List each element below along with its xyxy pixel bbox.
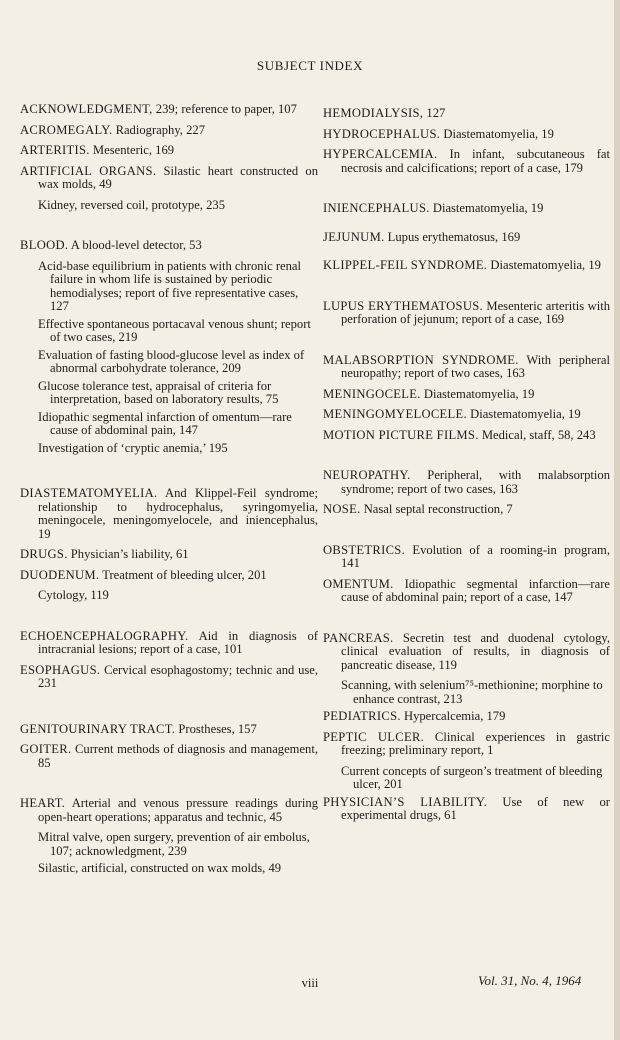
index-subentry: Current concepts of surgeon’s treatment of bleeding ulcer, 201 [341, 763, 603, 791]
index-entry [323, 107, 610, 121]
index-main-line [323, 259, 610, 273]
index-main-line [20, 487, 318, 541]
index-main-line [20, 664, 318, 691]
index-main-line [323, 300, 610, 327]
index-reference: Peripheral, with malabsorption syndrome; report of two cases, 163 [341, 468, 610, 496]
index-heading: GENITOURINARY TRACT. [20, 721, 176, 736]
index-main-line [323, 632, 610, 673]
index-subentry: Scanning, with selenium⁷⁵-methionine; morphine to enhance contrast, 213 [341, 678, 603, 706]
index-subentry: Idiopathic segmental infarction of omentum—rare cause of abdominal pain, 147 [38, 409, 292, 437]
index-heading: JEJUNUM. [323, 229, 385, 244]
index-heading: ECHOENCEPHALOGRAPHY. [20, 628, 189, 643]
index-reference: Use of new or experimental drugs, 61 [341, 794, 610, 822]
index-entry [323, 710, 610, 724]
index-reference: A blood-level detector, 53 [68, 238, 202, 252]
index-heading: OBSTETRICS. [323, 542, 406, 557]
index-heading: GOITER. [20, 742, 72, 756]
index-heading: PEPTIC ULCER. [323, 729, 425, 744]
index-main-line [323, 408, 610, 422]
index-entry [323, 128, 610, 142]
index-reference: Diastematomyelia, 19 [466, 407, 581, 421]
index-reference: Evolution of a rooming-in program, 141 [341, 542, 610, 570]
index-heading: PEDIATRICS. [323, 709, 401, 723]
index-heading: HEART. [20, 796, 66, 810]
index-reference: Secretin test and duodenal cytology, clinical evaluation of results, in diagnosis of pancreatic disease, 119 [341, 630, 610, 672]
index-subentry: Evaluation of fasting blood-glucose level as index of abnormal carbohydrate tolerance, 209 [38, 347, 305, 375]
index-main-line [20, 144, 318, 158]
index-entry [20, 239, 318, 455]
index-main-line [323, 578, 610, 605]
index-reference: 239; reference to paper, 107 [152, 102, 297, 116]
index-heading: MENINGOMYELOCELE. [323, 407, 467, 421]
index-main-line [323, 231, 610, 245]
index-main-line [323, 148, 610, 175]
index-reference: 127 [423, 106, 446, 120]
index-subentry: Silastic, artificial, constructed on wax molds, 49 [38, 861, 282, 875]
index-main-line [20, 165, 318, 192]
index-heading: PHYSICIAN’S LIABILITY. [323, 794, 488, 809]
index-entry [20, 664, 318, 691]
index-entry [20, 630, 318, 657]
index-entry [323, 148, 610, 175]
index-heading: ARTERITIS. [20, 143, 90, 157]
index-reference: Aid in diagnosis of intracranial lesions; report of a case, 101 [38, 628, 318, 656]
index-main-line [323, 107, 610, 121]
index-heading: LUPUS ERYTHEMATOSUS. [323, 298, 483, 313]
index-entry [323, 578, 610, 605]
index-reference: Diastematomyelia, 19 [420, 386, 535, 401]
index-entry [20, 743, 318, 770]
index-main-line [20, 239, 318, 253]
index-main-line [323, 354, 610, 381]
index-entry [323, 429, 610, 443]
index-reference: Hypercalcemia, 179 [400, 709, 506, 723]
index-main-line [20, 797, 318, 824]
index-entry [323, 202, 610, 216]
index-entry [20, 797, 318, 876]
index-subentry: Investigation of ‘cryptic anemia,’ 195 [38, 440, 228, 455]
index-heading: INIENCEPHALUS. [323, 201, 430, 215]
index-reference: Clinical experiences in gastric freezing; preliminary report, 1 [341, 729, 611, 757]
index-entry [323, 796, 610, 823]
index-main-line [20, 630, 318, 657]
index-heading: NEUROPATHY. [323, 468, 411, 482]
index-main-line [323, 388, 610, 402]
index-entry [323, 300, 610, 327]
index-reference: Silastic heart constructed on wax molds, 49 [38, 163, 318, 191]
index-reference: Treatment of bleeding ulcer, 201 [99, 567, 267, 582]
index-reference: Physician’s liability, 61 [67, 547, 189, 561]
index-main-line [323, 503, 610, 517]
index-heading: ACROMEGALY. [20, 122, 113, 137]
index-entry [323, 503, 610, 517]
index-heading: MOTION PICTURE FILMS. [323, 427, 479, 442]
index-entry [323, 388, 610, 402]
index-heading: HYDROCEPHALUS. [323, 126, 441, 141]
index-reference: Arterial and venous pressure readings during open-heart operations; apparatus and technic, 45 [38, 796, 318, 824]
index-subentry: Acid-base equilibrium in patients with chronic renal failure in whom life is sustained by periodic hemodialyses; report of five representative cases, 127 [38, 258, 301, 313]
index-entry [323, 408, 610, 422]
index-heading: OMENTUM. [323, 576, 394, 591]
index-entry [20, 487, 318, 541]
index-reference: Prostheses, 157 [175, 721, 257, 736]
index-reference: Diastematomyelia, 19 [487, 258, 601, 272]
index-entry [323, 731, 610, 792]
index-reference: Cervical esophagostomy; technic and use, 231 [38, 662, 318, 690]
index-reference: Mesenteric arteritis with perforation of jejunum; report of a case, 169 [341, 298, 611, 326]
index-main-line [20, 548, 318, 562]
index-column-left [20, 103, 318, 880]
index-entry [20, 144, 318, 158]
index-entry [323, 544, 610, 571]
index-heading: BLOOD. [20, 238, 69, 252]
index-heading: ARTIFICIAL ORGANS. [20, 163, 157, 178]
index-heading: NOSE. [323, 502, 361, 516]
index-reference: Current methods of diagnosis and management, 85 [38, 742, 318, 770]
index-reference: Medical, staff, 58, 243 [478, 427, 596, 442]
index-entry [20, 548, 318, 562]
index-main-line [323, 202, 610, 216]
index-main-line [20, 103, 318, 117]
index-heading: HEMODIALYSIS, [323, 106, 424, 120]
index-subentry: Glucose tolerance test, appraisal of criteria for interpretation, based on laboratory results, 75 [38, 378, 279, 406]
index-heading: HYPERCALCEMIA. [323, 147, 438, 161]
index-reference: Nasal septal reconstruction, 7 [360, 502, 513, 516]
index-entry [323, 259, 610, 273]
index-entry [323, 354, 610, 381]
index-heading: DUODENUM. [20, 567, 100, 582]
index-heading: PANCREAS. [323, 630, 394, 645]
index-reference: Radiography, 227 [112, 122, 205, 137]
index-reference: In infant, subcutaneous fat necrosis and calcifications; report of a case, 179 [341, 147, 610, 175]
index-heading: KLIPPEL-FEIL SYNDROME. [323, 258, 488, 272]
index-reference: With peripheral neuropathy; report of two cases, 163 [341, 352, 610, 380]
index-main-line [20, 569, 318, 583]
index-reference: And Klippel-Feil syndrome; relationship to hydrocephalus, syringomyelia, meningocele, meningomyelocele, and iniencephalus, 19 [38, 486, 318, 541]
index-entry [20, 103, 318, 117]
index-heading: MALABSORPTION SYNDROME. [323, 352, 519, 367]
index-main-line [323, 128, 610, 142]
index-entry [323, 469, 610, 496]
index-reference: Diastematomyelia, 19 [429, 201, 544, 215]
index-entry [20, 165, 318, 213]
index-subentry: Mitral valve, open surgery, prevention of air embolus, 107; acknowledgment, 239 [38, 830, 310, 858]
index-main-line [323, 731, 610, 758]
index-entry [20, 569, 318, 603]
page-title: SUBJECT INDEX [256, 58, 364, 73]
index-main-line [20, 124, 318, 138]
index-heading: ACKNOWLEDGMENT, [20, 102, 153, 116]
index-entry [20, 124, 318, 138]
index-main-line [20, 723, 318, 737]
index-subentry: Cytology, 119 [38, 588, 109, 602]
index-heading: MENINGOCELE. [323, 386, 421, 401]
page-number: viii [301, 976, 319, 990]
index-entry [323, 231, 610, 245]
index-reference: Mesenteric, 169 [89, 143, 175, 157]
index-main-line [323, 796, 610, 823]
index-main-line [323, 469, 610, 496]
index-subentry: Kidney, reversed coil, prototype, 235 [38, 197, 225, 212]
index-entry [20, 723, 318, 737]
index-entry [323, 632, 610, 707]
volume-citation: Vol. 31, No. 4, 1964 [478, 973, 582, 988]
index-subentry: Effective spontaneous portacaval venous shunt; report of two cases, 219 [38, 316, 311, 344]
index-heading: DRUGS. [20, 547, 68, 561]
index-heading: ESOPHAGUS. [20, 662, 101, 677]
index-main-line [20, 743, 318, 770]
index-reference: Lupus erythematosus, 169 [384, 229, 521, 244]
index-main-line [323, 429, 610, 443]
index-heading: DIASTEMATOMYELIA. [20, 486, 158, 500]
index-column-right [323, 107, 610, 830]
index-main-line [323, 710, 610, 724]
index-main-line [323, 544, 610, 571]
index-reference: Diastematomyelia, 19 [440, 126, 554, 141]
index-reference: Idiopathic segmental infarction—rare cause of abdominal pain; report of a case, 147 [341, 576, 610, 604]
page-edge-shadow [614, 0, 620, 1040]
